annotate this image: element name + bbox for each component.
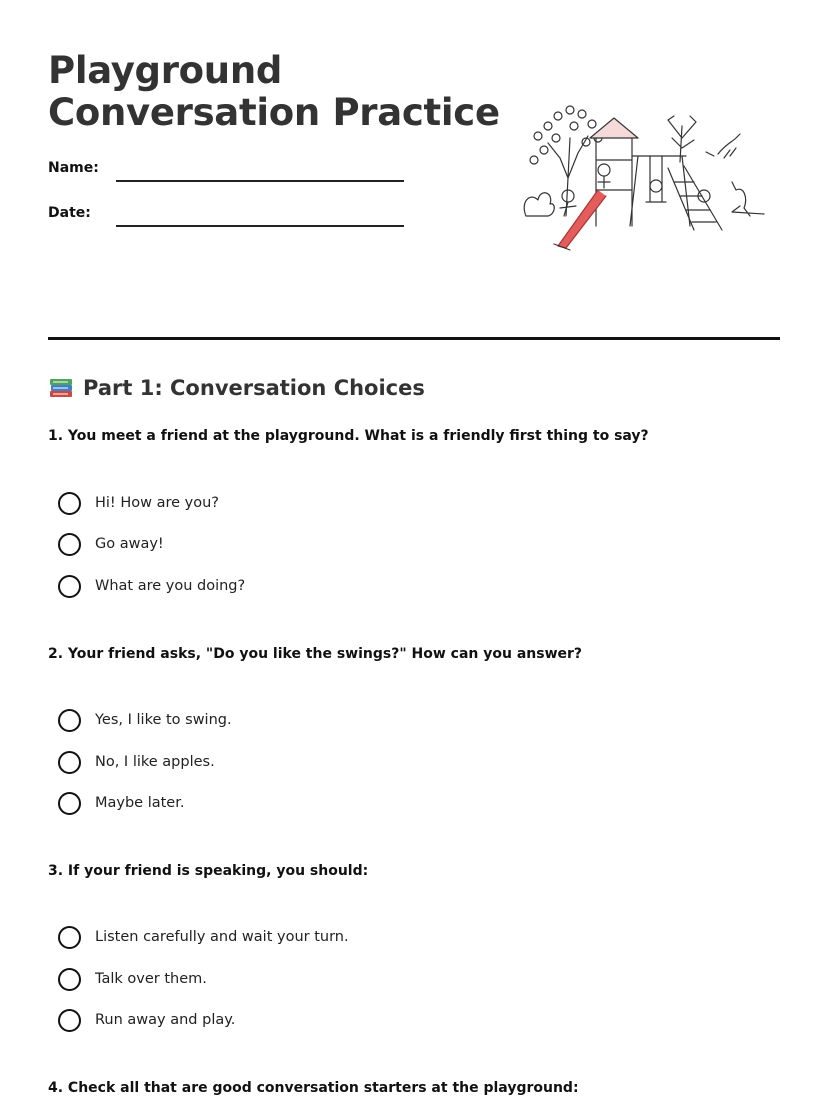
question-1: 1. You meet a friend at the playground. What is a friendly first thing to say? (48, 428, 649, 444)
question-3-option-2[interactable] (58, 967, 207, 991)
option-label: What are you doing? (95, 578, 246, 594)
option-label: Talk over them. (95, 971, 207, 987)
question-1-option-3[interactable] (58, 574, 245, 598)
option-label: Maybe later. (95, 795, 185, 811)
question-3-option-3[interactable] (58, 1008, 235, 1032)
radio-button[interactable] (58, 709, 81, 732)
option-label: Hi! How are you? (95, 495, 219, 511)
name-label: Name: (48, 160, 99, 176)
radio-button[interactable] (58, 575, 81, 598)
radio-button[interactable] (58, 792, 81, 815)
radio-button[interactable] (58, 968, 81, 991)
name-field[interactable] (116, 180, 404, 182)
radio-button[interactable] (58, 533, 81, 556)
option-label: Yes, I like to swing. (95, 712, 232, 728)
question-2-option-3[interactable] (58, 791, 184, 815)
option-label: No, I like apples. (95, 754, 215, 770)
radio-button[interactable] (58, 1009, 81, 1032)
section-divider (48, 337, 780, 340)
option-label: Go away! (95, 536, 164, 552)
title-line-2: Conversation Practice (48, 91, 500, 134)
question-2-option-2[interactable] (58, 750, 215, 774)
radio-button[interactable] (58, 926, 81, 949)
question-2-option-1[interactable] (58, 708, 232, 732)
date-label: Date: (48, 205, 91, 221)
option-label: Run away and play. (95, 1012, 236, 1028)
question-2: 2. Your friend asks, "Do you like the swings?" How can you answer? (48, 646, 583, 662)
date-field[interactable] (116, 225, 404, 227)
question-3-option-1[interactable] (58, 925, 349, 949)
question-4: 4. Check all that are good conversation starters at the playground: (48, 1080, 579, 1096)
page-title (48, 50, 500, 134)
books-icon (48, 374, 74, 400)
question-1-option-2[interactable] (58, 532, 164, 556)
radio-button[interactable] (58, 492, 81, 515)
question-1-option-1[interactable] (58, 491, 219, 515)
radio-button[interactable] (58, 751, 81, 774)
title-line-1: Playground (48, 49, 283, 92)
playground-illustration (518, 98, 770, 256)
section-heading (48, 374, 425, 400)
option-label: Listen carefully and wait your turn. (95, 929, 349, 945)
question-3: 3. If your friend is speaking, you should: (48, 863, 369, 879)
section-heading-text: Part 1: Conversation Choices (83, 376, 425, 400)
